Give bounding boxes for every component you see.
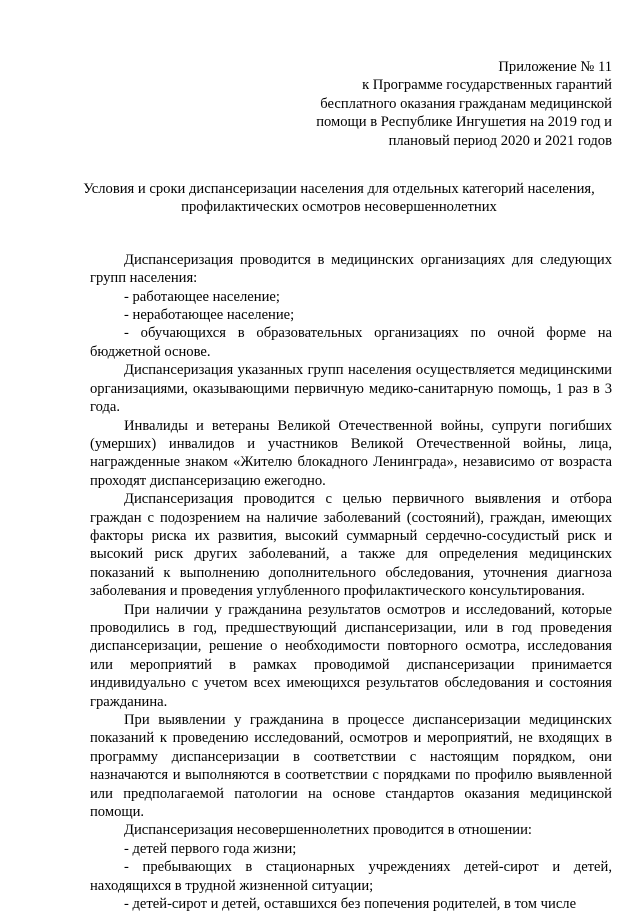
appendix-line: помощи в Республике Ингушетия на 2019 год и <box>316 114 612 131</box>
paragraph: Диспансеризация несовершеннолетних проводится в отношении: <box>124 822 532 839</box>
title-line: профилактических осмотров несовершеннолетних <box>181 199 497 216</box>
paragraph: Диспансеризация проводится с целью первичного выявления и отбора граждан с подозрением на наличие заболеваний (состояний), граждан, имеющих факторы риска их развития, высокий суммарный сердечно-сосудистый риск и высокий риск других заболеваний, а также для определения медицинских показаний к выполнению дополнительного обследования, уточнения диагноза заболевания и проведения углубленного профилактического консультирования. <box>90 491 612 600</box>
document-title <box>66 180 612 217</box>
appendix-line: плановый период 2020 и 2021 годов <box>388 132 612 149</box>
appendix-line: бесплатного оказания гражданам медицинской <box>320 95 612 112</box>
list-item: - детей-сирот и детей, оставшихся без попечения родителей, в том числе <box>124 896 577 913</box>
title-line: Условия и сроки диспансеризации населения для отдельных категорий населения, <box>83 181 595 198</box>
appendix-header <box>90 58 612 150</box>
list-item: - обучающихся в образовательных организациях по очной форме на бюджетной основе. <box>90 325 612 360</box>
paragraph: Инвалиды и ветераны Великой Отечественной войны, супруги погибших (умерших) инвалидов и участников Великой Отечественной войны, лица, награжденные знаком «Жителю блокадного Ленинграда», независимо от возраста проходят диспансеризацию ежегодно. <box>90 417 612 489</box>
list-item: - детей первого года жизни; <box>124 840 297 857</box>
appendix-number: Приложение № 11 <box>498 59 612 75</box>
paragraph: При выявлении у гражданина в процессе диспансеризации медицинских показаний к проведению исследований, осмотров и мероприятий, не входящих в программу диспансеризации в соответствии с настоящим порядком, они назначаются и выполняются в соответствии с порядками по профилю выявленной или предполагаемой патологии на основе стандартов оказания медицинской помощи. <box>90 712 612 821</box>
document-page <box>83 58 612 913</box>
appendix-line: к Программе государственных гарантий <box>362 77 612 94</box>
paragraph: Диспансеризация указанных групп населения осуществляется медицинскими организациями, оказывающими первичную медико-санитарную помощь, 1 раз в 3 года. <box>90 362 612 416</box>
list-item: - пребывающих в стационарных учреждениях детей-сирот и детей, находящихся в трудной жизненной ситуации; <box>90 859 612 894</box>
paragraph: Диспансеризация проводится в медицинских организациях для следующих групп населения: <box>90 251 612 287</box>
list-item: - неработающее население; <box>124 307 295 324</box>
paragraph: При наличии у гражданина результатов осмотров и исследований, которые проводились в год, предшествующий диспансеризации, или в год проведения диспансеризации, решение о необходимости повторного осмотра, исследования или мероприятий в рамках проводимой диспансеризации принимается индивидуально с учетом всех имеющихся результатов обследования и состояния гражданина. <box>90 601 612 710</box>
list-item: - работающее население; <box>124 288 280 305</box>
document-body <box>90 251 612 913</box>
